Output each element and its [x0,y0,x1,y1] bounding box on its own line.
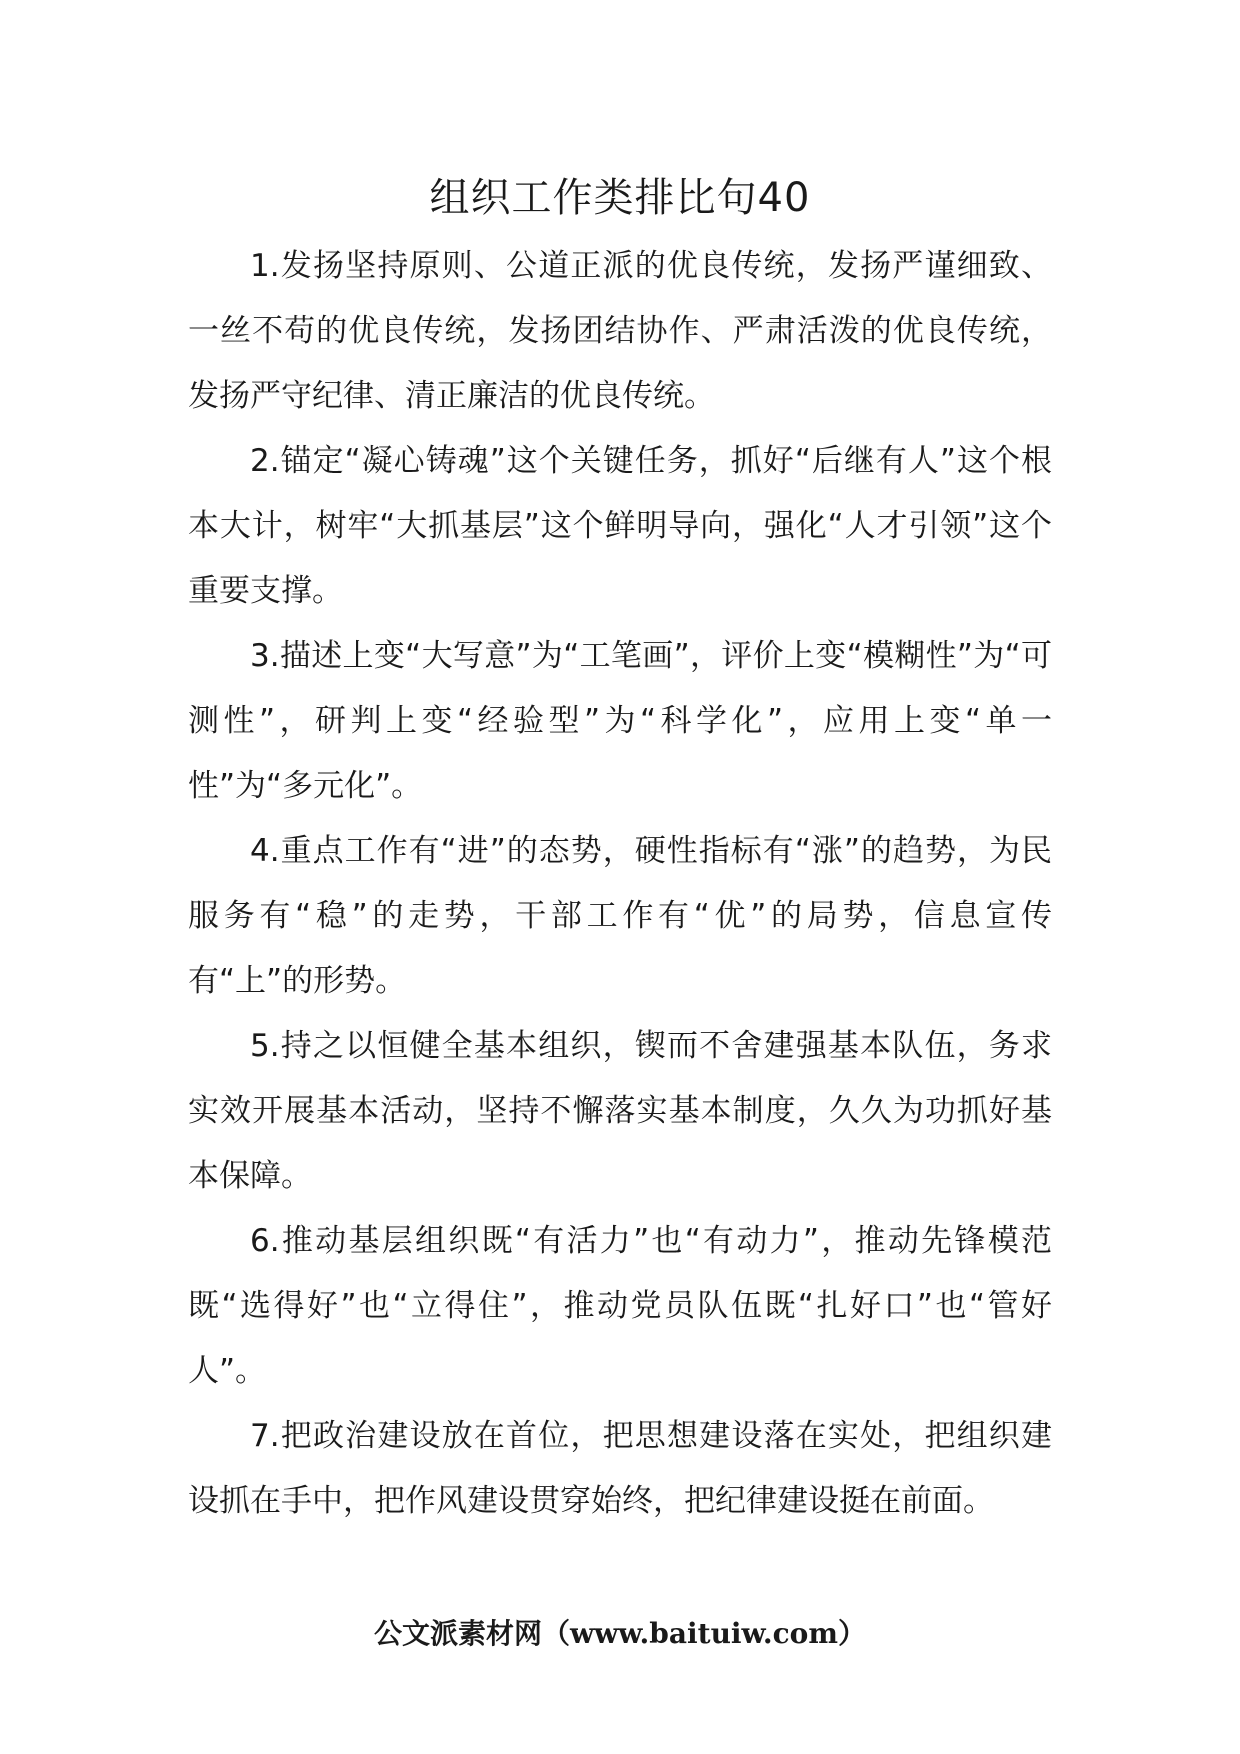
document-body [188,234,1052,1534]
paragraph-6: 6.推动基层组织既“有活力”也“有动力”，推动先锋模范既“选得好”也“立得住”，推动党员队伍既“扎好口”也“管好人”。 [188,1223,1052,1389]
paragraph-1: 1.发扬坚持原则、公道正派的优良传统，发扬严谨细致、一丝不苟的优良传统，发扬团结协作、严肃活泼的优良传统，发扬严守纪律、清正廉洁的优良传统。 [188,248,1052,414]
page-footer: 公文派素材网（www.baituiw.com） [374,1617,866,1650]
paragraph-5: 5.持之以恒健全基本组织，锲而不舍建强基本队伍，务求实效开展基本活动，坚持不懈落实基本制度，久久为功抓好基本保障。 [188,1028,1052,1194]
document-title: 组织工作类排比句40 [429,175,811,221]
paragraph-4: 4.重点工作有“进”的态势，硬性指标有“涨”的趋势，为民服务有“稳”的走势，干部工作有“优”的局势，信息宣传有“上”的形势。 [188,833,1052,999]
paragraph-3: 3.描述上变“大写意”为“工笔画”，评价上变“模糊性”为“可测性”，研判上变“经验型”为“科学化”，应用上变“单一性”为“多元化”。 [188,638,1052,804]
paragraph-2: 2.锚定“凝心铸魂”这个关键任务，抓好“后继有人”这个根本大计，树牢“大抓基层”这个鲜明导向，强化“人才引领”这个重要支撑。 [188,443,1052,609]
paragraph-7: 7.把政治建设放在首位，把思想建设落在实处，把组织建设抓在手中，把作风建设贯穿始终，把纪律建设挺在前面。 [188,1418,1052,1519]
